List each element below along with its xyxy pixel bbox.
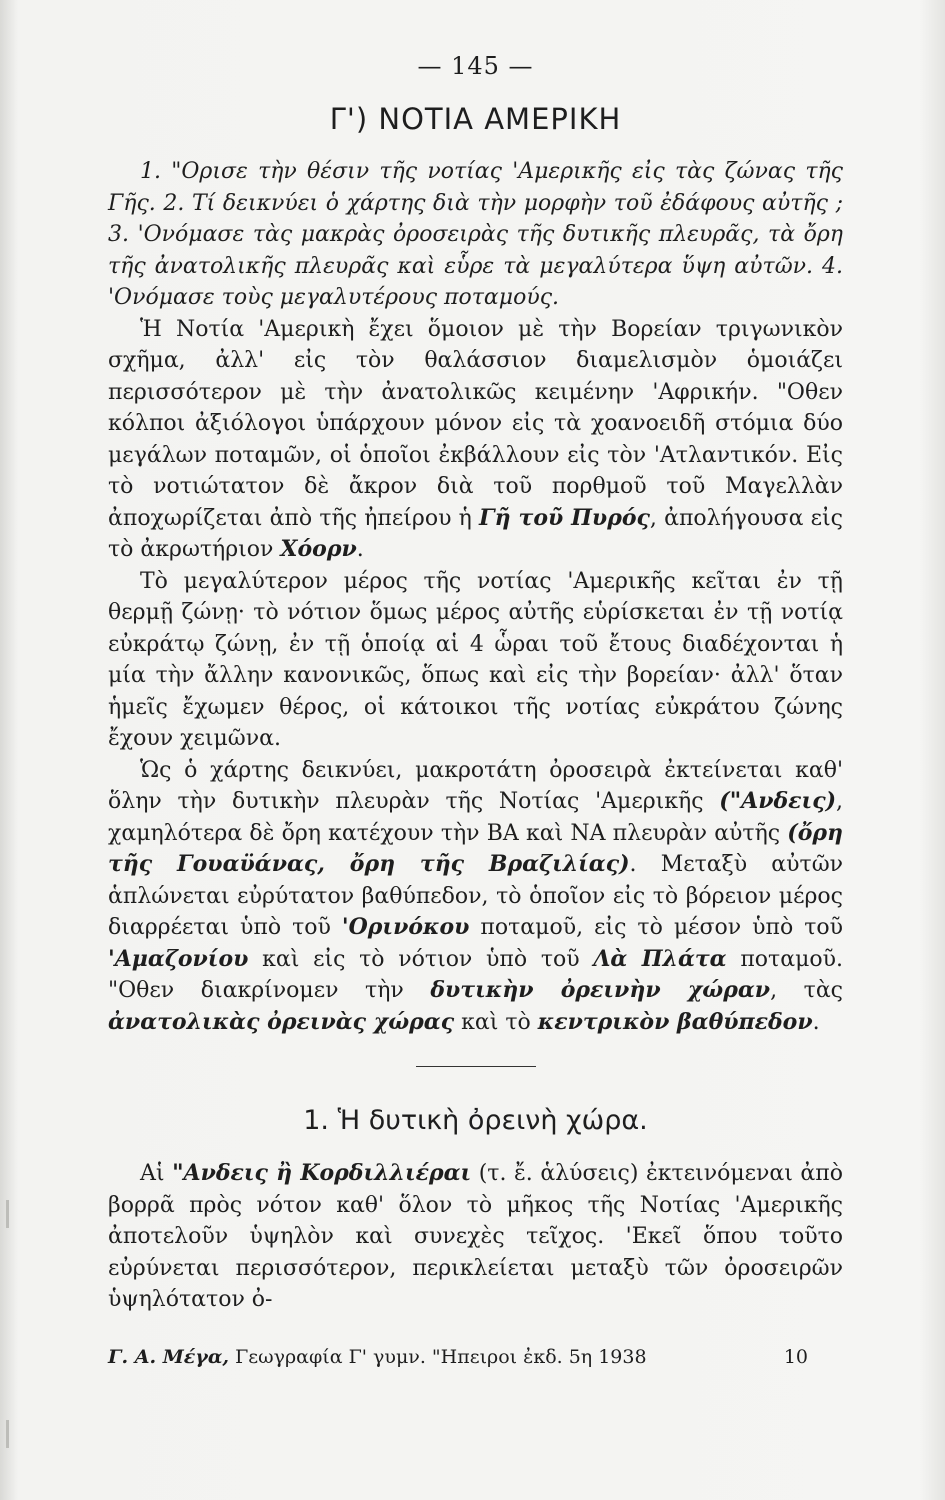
paragraph-andes <box>108 1158 843 1316</box>
chapter-title: Γ') ΝΟΤΙΑ ΑΜΕΡΙΚΗ <box>329 102 622 136</box>
text-run: ποταμοῦ, εἰς τὸ μέσον ὑπὸ τοῦ <box>469 915 843 940</box>
margin-mark <box>6 1420 9 1448</box>
page-footer <box>108 1346 808 1368</box>
text-run: . <box>356 537 364 562</box>
text-run: . <box>812 1009 820 1035</box>
text-run: καὶ τὸ <box>454 1009 538 1035</box>
paragraph-shape <box>108 314 843 566</box>
term-orinoco: 'Ορινόκου <box>341 914 470 940</box>
text-run: Ὡς ὁ χάρτης δεικνύει, μακροτάτη ὀροσειρὰ ἐκτείνεται καθ' ὅλην τὴν δυτικὴν πλευρὰν τῆς Νοτίας 'Αμερικῆς <box>108 757 843 814</box>
margin-mark <box>6 1200 9 1228</box>
footer-signature: 10 <box>783 1346 808 1368</box>
term-land-of-fire: Γῆ τοῦ Πυρός <box>479 504 650 531</box>
text-run: , χαμηλότερα δὲ ὄρη κατέχουν τὴν ΒΑ καὶ ΝΑ πλευρὰν αὐτῆς <box>108 789 843 846</box>
text-run: καὶ εἰς τὸ νότιον ὑπὸ τοῦ <box>248 946 594 972</box>
text-run: Ἡ Νοτία 'Αμερικὴ ἔχει ὅμοιον μὲ τὴν Βορείαν τριγωνικὸν σχῆμα, ἀλλ' εἰς τὸν θαλάσσιον διαμελισμὸν ὁμοιάζει περισσότερον μὲ τὴν ἀνατολικῶς κειμένην 'Αφρικήν. "Οθεν κόλποι ἀξιόλογοι ὑπάρχουν μόνον εἰς τὰ χοανοειδῆ στόμια δύο μεγάλων ποταμῶν, οἱ ὁποῖοι ἐκβάλλουν εἰς τὸν 'Ατλαντικόν. Εἰς τὸ νοτιώτατον δὲ ἄκρον διὰ τοῦ πορθμοῦ τοῦ Μαγελλὰν ἀποχωρίζεται ἀπὸ τῆς ἠπείρου ἡ <box>108 316 843 531</box>
footer-author: Γ. Α. Μέγα, <box>108 1346 230 1368</box>
footer-text: Γεωγραφία Γ' γυμν. "Ηπειροι ἐκδ. 5η 1938 <box>229 1346 647 1368</box>
section-title: 1. Ἡ δυτικὴ ὀρεινὴ χώρα. <box>303 1105 648 1136</box>
section-divider <box>416 1066 536 1067</box>
term-cape-horn: Χόορν <box>280 536 357 562</box>
term-mountains: (ὄρη τῆς Γουαϋάνας, ὄρη τῆς Βραζιλίας) <box>108 819 843 877</box>
term-la-plata: Λὰ Πλάτα <box>593 945 727 972</box>
text-run: , τὰς <box>770 978 843 1003</box>
text-run: (τ. ἔ. ἁλύσεις) ἐκτεινόμεναι ἀπὸ βορρᾶ πρὸς νότον καθ' ὅλον τὸ μῆκος τῆς Νοτίας 'Αμερικῆς ἀποτελοῦν ὑψηλὸν καὶ συνεχὲς τεῖχος. 'Εκεῖ ὅπου τοῦτο εὐρύνεται περισσότερον, περικλείεται μεταξὺ τῶν ὀροσειρῶν ὑψηλότατον ὀ- <box>108 1161 843 1312</box>
term-western-highlands: δυτικὴν ὀρεινὴν χώραν <box>430 977 771 1003</box>
term-amazon: 'Αμαζονίου <box>108 945 249 972</box>
term-central-lowland: κεντρικὸν βαθύπεδον <box>537 1008 813 1035</box>
page-content <box>108 52 843 1316</box>
text-run: , ἀπολήγουσα εἰς τὸ ἀκρωτήριον <box>108 505 843 562</box>
term-eastern-highlands: ἀνατολικὰς ὀρεινὰς χώρας <box>108 1008 455 1035</box>
text-run: Αἱ <box>140 1161 173 1186</box>
questions-paragraph: 1. "Ορισε τὴν θέσιν τῆς νοτίας 'Αμερικῆς εἰς τὰς ζώνας τῆς Γῆς. 2. Τί δεικνύει ὁ χάρτης διὰ τὴν μορφὴν τοῦ ἐδάφους αὐτῆς ; 3. 'Ονόμασε τὰς μακρὰς ὀροσειρὰς τῆς δυτικῆς πλευρᾶς, τὰ ὄρη τῆς ἀνατολικῆς πλευρᾶς καὶ εὗρε τὰ μεγαλύτερα ὕψη αὐτῶν. 4. 'Ονόμασε τοὺς μεγαλυτέρους ποταμούς. <box>108 159 843 310</box>
paragraph-climate: Τὸ μεγαλύτερον μέρος τῆς νοτίας 'Αμερικῆς κεῖται ἐν τῇ θερμῇ ζώνῃ· τὸ νότιον ὅμως μέρος αὐτῆς εὑρίσκεται ἐν τῇ νοτίᾳ εὐκράτῳ ζώνῃ, ἐν τῇ ὁποίᾳ αἱ 4 ὧραι τοῦ ἔτους διαδέχονται ἡ μία τὴν ἄλλην κανονικῶς, ὅπως καὶ εἰς τὴν βορείαν· ἀλλ' ὅταν ἡμεῖς ἔχωμεν θέρος, οἱ κάτοικοι τῆς νοτίας εὐκράτου ζώνης ἔχουν χειμῶνα. <box>108 568 843 751</box>
term-andes: ("Ανδεις) <box>719 788 836 814</box>
term-cordilleras: "Ανδεις ἢ Κορδιλλιέραι <box>172 1160 472 1186</box>
text-run: . Μεταξὺ αὐτῶν ἁπλώνεται εὐρύτατον βαθύπεδον, τὸ ὁποῖον εἰς τὸ βόρειον μέρος διαρρέεται ὑπὸ τοῦ <box>108 852 844 940</box>
footer-citation <box>108 1346 647 1368</box>
text-run: ποταμοῦ. "Οθεν διακρίνομεν τὴν <box>108 946 843 1003</box>
paragraph-relief <box>108 755 843 1039</box>
page-number: — 145 — <box>417 52 534 80</box>
